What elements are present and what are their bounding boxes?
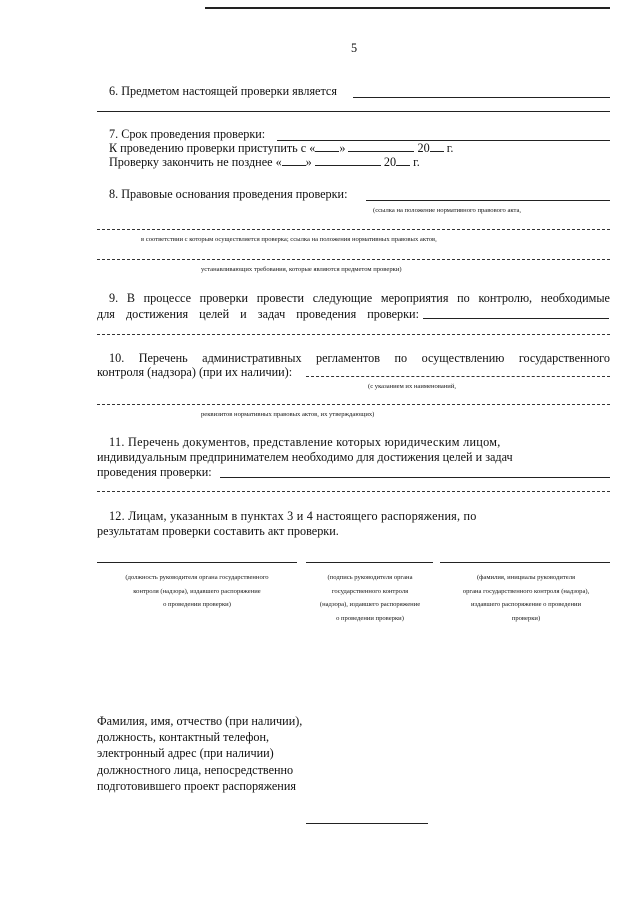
end-year-blank [396, 155, 410, 166]
item-8-note-3: устанавливающих требования, которые являются предметом проверки) [201, 266, 402, 273]
caption-line: органа государственного контроля (надзора), [462, 587, 590, 595]
bottom-signature-line [306, 823, 428, 824]
w: следующие [312, 291, 373, 305]
w: проверки [199, 291, 249, 305]
end-day-blank [282, 155, 306, 166]
w: проведения [296, 307, 357, 321]
w: провести [256, 291, 305, 305]
top-rule [205, 7, 610, 9]
item-8-text: 8. Правовые основания проведения проверки: [109, 187, 348, 201]
item-6-text: 6. Предметом настоящей проверки является [109, 84, 337, 98]
signature-line-name [440, 562, 610, 563]
caption-line: государственного контроля [331, 587, 409, 595]
item-9-line-2 [97, 307, 419, 321]
caption-line: (надзора), издавшего распоряжение [319, 601, 421, 608]
contact-line: Фамилия, имя, отчество (при наличии), [97, 714, 303, 728]
end-year-suffix: г. [413, 155, 420, 169]
w: достижения [125, 307, 189, 321]
item-9-line-3 [97, 334, 610, 335]
signature-caption-position [97, 571, 297, 612]
w: В [126, 291, 135, 305]
item-6-fill-line [353, 97, 610, 98]
w: для [97, 307, 115, 321]
item-8-note-1: (ссылка на положение нормативного правового акта, [373, 207, 522, 214]
w: осуществлению [421, 351, 505, 365]
caption-line: (должность руководителя органа государственного [125, 574, 269, 581]
w: 9. [109, 291, 119, 305]
signature-caption-name [440, 571, 612, 625]
w: проверки: [367, 307, 419, 321]
start-year-suffix: г. [446, 141, 454, 155]
w: 10. [109, 351, 125, 365]
item-8-line-2 [97, 229, 610, 230]
item-10-line-1 [109, 351, 610, 365]
item-10-line-3 [97, 404, 610, 405]
item-9-line-1 [109, 291, 610, 305]
item-10-note-2: реквизитов нормативных правовых актов, их утверждающих) [201, 411, 375, 418]
start-year-prefix: 20 [417, 141, 430, 155]
w: по [394, 351, 408, 365]
start-year-blank [430, 141, 444, 152]
w: задач [257, 307, 286, 321]
caption-line: о проведении проверки) [336, 614, 404, 622]
item-7-start-row [109, 141, 453, 155]
end-prefix: Проверку закончить не позднее « [109, 155, 282, 169]
w: регламентов [316, 351, 381, 365]
w: мероприятия [380, 291, 449, 305]
contact-line: должность, контактный телефон, [97, 730, 270, 745]
w: целей [199, 307, 230, 321]
w: административных [202, 351, 302, 365]
item-6-continuation-line [97, 111, 610, 112]
caption-line: (фамилия, инициалы руководителя [476, 574, 576, 581]
item-11-line-1: 11. Перечень документов, представление которых юридическим лицом, [109, 435, 501, 449]
caption-line: контроля (надзора), издавшего распоряжение [133, 587, 261, 595]
start-quote-close: » [339, 141, 346, 155]
caption-line: издавшего распоряжение о проведении [470, 601, 582, 608]
end-month-blank [315, 155, 381, 166]
start-day-blank [315, 141, 339, 152]
item-10-line-2: контроля (надзора) (при их наличии): [97, 365, 293, 379]
w: необходимые [540, 291, 610, 305]
signature-line-position [97, 562, 297, 563]
signature-caption-sign [301, 571, 439, 625]
item-8-line-3 [97, 259, 610, 260]
w: процессе [143, 291, 191, 305]
item-11-line-2: индивидуальным предпринимателем необходимо для достижения целей и задач [97, 450, 513, 464]
start-month-blank [348, 141, 414, 152]
end-year-prefix: 20 [383, 155, 397, 169]
item-12-line-1: 12. Лицам, указанным в пунктах 3 и 4 настоящего распоряжения, по [109, 509, 477, 523]
end-quote-close: » [305, 155, 312, 169]
contact-line: подготовившего проект распоряжения [97, 778, 296, 793]
page-number: 5 [351, 41, 358, 55]
item-11-line-4 [97, 491, 610, 492]
item-9-fill-line [423, 318, 609, 319]
item-12-line-2: результатам проверки составить акт проверки. [97, 524, 339, 538]
w: контролю, [478, 291, 533, 305]
item-10-fill-line [306, 376, 610, 377]
item-7-end-row [109, 155, 420, 169]
contact-line: должностного лица, непосредственно [97, 762, 294, 777]
w: и [240, 307, 247, 321]
contact-block [97, 713, 302, 794]
caption-line: (подпись руководителя органа [327, 574, 413, 581]
caption-line: о проведении проверки) [163, 601, 231, 608]
item-10-note-1: (с указанием их наименований, [368, 383, 457, 390]
w: государственного [518, 351, 610, 365]
item-11-fill-line [220, 477, 610, 478]
caption-line: проверки) [511, 614, 541, 622]
w: Перечень [138, 351, 188, 365]
item-8-note-2: в соответствии с которым осуществляется проверка; ссылка на положения нормативных правовых актов, [141, 236, 437, 243]
contact-line: электронный адрес (при наличии) [97, 746, 274, 761]
signature-line-sign [306, 562, 433, 563]
start-prefix: К проведению проверки приступить с « [109, 141, 316, 155]
item-8-fill-line [366, 200, 610, 201]
item-11-line-3: проведения проверки: [97, 465, 212, 479]
item-7-title: 7. Срок проведения проверки: [109, 127, 266, 141]
w: по [457, 291, 470, 305]
